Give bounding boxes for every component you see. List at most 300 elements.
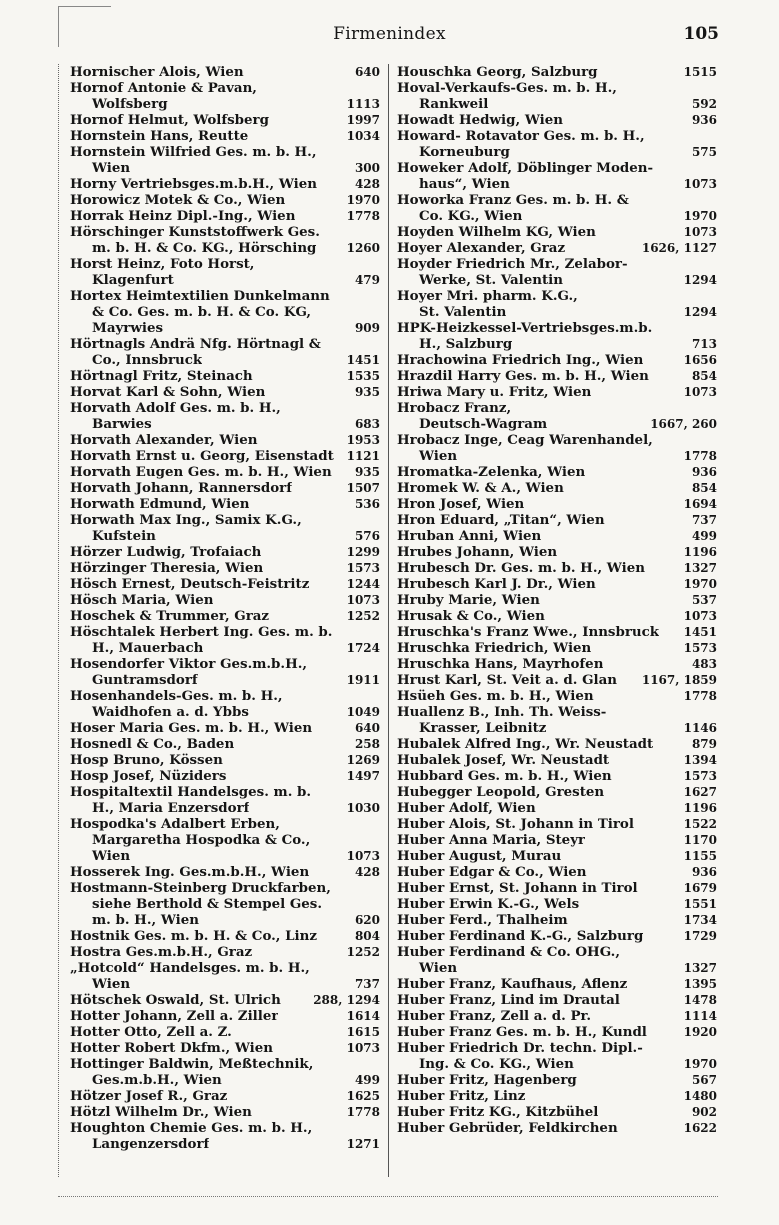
index-entry xyxy=(70,656,380,672)
entry-name: Hron Josef, Wien xyxy=(397,496,525,512)
entry-page-ref: 1970 xyxy=(683,1057,717,1071)
entry-name: Howard- Rotavator Ges. m. b. H., xyxy=(397,128,645,144)
index-entry xyxy=(397,368,717,384)
index-entry xyxy=(397,496,717,512)
entry-page-ref: 1497 xyxy=(346,769,380,783)
entry-name: Hrobacz Inge, Ceag Warenhandel, xyxy=(397,432,653,448)
entry-page-ref: 1252 xyxy=(346,945,380,959)
index-entry xyxy=(397,464,717,480)
entry-name: Hornstein Wilfried Ges. m. b. H., xyxy=(70,144,317,160)
entry-page-ref xyxy=(713,1040,717,1056)
entry-page-ref: 1073 xyxy=(346,849,380,863)
entry-name: Hötschek Oswald, St. Ulrich xyxy=(70,992,281,1008)
index-entry xyxy=(397,704,717,720)
entry-name: Horwath Max Ing., Samix K.G., xyxy=(70,512,302,528)
entry-page-ref: 1073 xyxy=(683,225,717,239)
entry-name: Hromatka-Zelenka, Wien xyxy=(397,464,586,480)
entry-page-ref: 620 xyxy=(354,913,380,927)
index-entry xyxy=(397,352,717,368)
entry-name: Huber Alois, St. Johann in Tirol xyxy=(397,816,634,832)
entry-page-ref xyxy=(376,896,380,912)
entry-name: Hoyer Mri. pharm. K.G., xyxy=(397,288,578,304)
index-entry xyxy=(70,1088,380,1104)
entry-page-ref xyxy=(376,832,380,848)
entry-name: Hosnedl & Co., Baden xyxy=(70,736,235,752)
entry-name: Korneuburg xyxy=(419,144,510,160)
entry-name: Huber Ferd., Thalheim xyxy=(397,912,568,928)
entry-name: „Hotcold“ Handelsges. m. b. H., xyxy=(70,960,310,976)
entry-page-ref: 300 xyxy=(354,161,380,175)
entry-name: Mayrwies xyxy=(92,320,164,336)
index-entry xyxy=(70,1072,380,1088)
index-entry xyxy=(397,688,717,704)
entry-name: Hrachowina Friedrich Ing., Wien xyxy=(397,352,644,368)
entry-page-ref: 1271 xyxy=(346,1137,380,1151)
index-entry xyxy=(397,656,717,672)
index-entry xyxy=(70,512,380,528)
entry-name: Wien xyxy=(92,160,131,176)
index-entry xyxy=(70,480,380,496)
entry-page-ref xyxy=(713,288,717,304)
index-entry xyxy=(397,128,717,144)
index-entry xyxy=(397,560,717,576)
entry-name: Huber Fritz, Hagenberg xyxy=(397,1072,577,1088)
entry-name: Houschka Georg, Salzburg xyxy=(397,64,598,80)
index-entry xyxy=(397,816,717,832)
index-entry xyxy=(397,80,717,96)
entry-page-ref: 1170 xyxy=(683,833,717,847)
entry-name: Hruban Anni, Wien xyxy=(397,528,542,544)
entry-page-ref: 428 xyxy=(354,177,380,191)
index-entry xyxy=(70,672,380,688)
index-entry xyxy=(397,848,717,864)
index-entry xyxy=(397,176,717,192)
entry-page-ref: 567 xyxy=(691,1073,717,1087)
entry-page-ref: 1729 xyxy=(683,929,717,943)
index-entry xyxy=(70,944,380,960)
index-entry xyxy=(70,576,380,592)
entry-name: Huallenz B., Inh. Th. Weiss- xyxy=(397,704,607,720)
index-entry xyxy=(70,160,380,176)
entry-name: Hsüeh Ges. m. b. H., Wien xyxy=(397,688,594,704)
index-column-right xyxy=(397,64,717,1136)
index-entry xyxy=(70,1120,380,1136)
index-entry xyxy=(70,912,380,928)
index-entry xyxy=(70,848,380,864)
entry-page-ref: 592 xyxy=(691,97,717,111)
entry-name: Hörschinger Kunststoffwerk Ges. xyxy=(70,224,320,240)
entry-page-ref: 1478 xyxy=(683,993,717,1007)
entry-page-ref: 640 xyxy=(354,721,380,735)
index-entry xyxy=(70,384,380,400)
entry-name: Hubalek Alfred Ing., Wr. Neustadt xyxy=(397,736,654,752)
entry-name: Huber Adolf, Wien xyxy=(397,800,536,816)
entry-page-ref: 1049 xyxy=(346,705,380,719)
entry-page-ref xyxy=(376,816,380,832)
index-entry xyxy=(70,784,380,800)
entry-page-ref: 935 xyxy=(354,385,380,399)
index-entry xyxy=(397,288,717,304)
entry-page-ref: 1146 xyxy=(683,721,717,735)
entry-name: Höschtalek Herbert Ing. Ges. m. b. xyxy=(70,624,333,640)
index-entry xyxy=(70,400,380,416)
page-title: Firmenindex xyxy=(333,24,446,44)
entry-page-ref: 1167, 1859 xyxy=(641,673,717,687)
index-entry xyxy=(397,1040,717,1056)
entry-name: Hoschek & Trummer, Graz xyxy=(70,608,270,624)
index-entry xyxy=(70,112,380,128)
index-entry xyxy=(70,1008,380,1024)
entry-page-ref: 854 xyxy=(691,481,717,495)
index-entry xyxy=(70,128,380,144)
entry-name: Huber Fritz KG., Kitzbühel xyxy=(397,1104,599,1120)
entry-page-ref: 1269 xyxy=(346,753,380,767)
entry-page-ref: 909 xyxy=(354,321,380,335)
index-entry xyxy=(70,800,380,816)
entry-name: Hosendorfer Viktor Ges.m.b.H., xyxy=(70,656,308,672)
entry-name: Huber Franz, Lind im Drautal xyxy=(397,992,620,1008)
entry-name: Hosserek Ing. Ges.m.b.H., Wien xyxy=(70,864,310,880)
entry-name: Margaretha Hospodka & Co., xyxy=(92,832,311,848)
index-entry xyxy=(397,416,717,432)
entry-name: Huber Gebrüder, Feldkirchen xyxy=(397,1120,618,1136)
entry-page-ref xyxy=(376,784,380,800)
entry-page-ref: 640 xyxy=(354,65,380,79)
entry-name: Howadt Hedwig, Wien xyxy=(397,112,563,128)
entry-page-ref: 1260 xyxy=(346,241,380,255)
entry-name: Kufstein xyxy=(92,528,156,544)
entry-page-ref xyxy=(376,304,380,320)
entry-name: Hötzl Wilhelm Dr., Wien xyxy=(70,1104,252,1120)
entry-page-ref: 1515 xyxy=(683,65,717,79)
entry-name: Huber Edgar & Co., Wien xyxy=(397,864,587,880)
entry-page-ref: 935 xyxy=(354,465,380,479)
index-entry xyxy=(397,1024,717,1040)
entry-page-ref: 536 xyxy=(354,497,380,511)
entry-page-ref: 479 xyxy=(354,273,380,287)
index-entry xyxy=(397,400,717,416)
entry-page-ref: 936 xyxy=(691,113,717,127)
entry-page-ref: 1778 xyxy=(346,1105,380,1119)
entry-name: Ges.m.b.H., Wien xyxy=(92,1072,222,1088)
entry-page-ref xyxy=(713,432,717,448)
entry-name: Hornof Helmut, Wolfsberg xyxy=(70,112,269,128)
index-entry xyxy=(70,416,380,432)
entry-name: Co. KG., Wien xyxy=(419,208,523,224)
index-entry xyxy=(70,464,380,480)
entry-page-ref xyxy=(713,944,717,960)
entry-name: Hruby Marie, Wien xyxy=(397,592,540,608)
entry-page-ref: 1395 xyxy=(683,977,717,991)
entry-name: Huber August, Murau xyxy=(397,848,562,864)
entry-page-ref: 1114 xyxy=(683,1009,717,1023)
index-column-left xyxy=(70,64,380,1152)
entry-name: H., Salzburg xyxy=(419,336,513,352)
index-entry xyxy=(397,608,717,624)
index-entry xyxy=(397,224,717,240)
index-entry xyxy=(70,448,380,464)
index-entry xyxy=(397,720,717,736)
entry-page-ref: 1451 xyxy=(346,353,380,367)
entry-name: Hrubesch Dr. Ges. m. b. H., Wien xyxy=(397,560,645,576)
page-number: 105 xyxy=(683,24,719,44)
entry-name: & Co. Ges. m. b. H. & Co. KG, xyxy=(92,304,312,320)
entry-name: Hostnik Ges. m. b. H. & Co., Linz xyxy=(70,928,317,944)
entry-page-ref: 1970 xyxy=(346,193,380,207)
entry-name: Horvat Karl & Sohn, Wien xyxy=(70,384,266,400)
entry-name: Hörtnagls Andrä Nfg. Hörtnagl & xyxy=(70,336,321,352)
index-entry xyxy=(397,976,717,992)
entry-name: Hron Eduard, „Titan“, Wien xyxy=(397,512,605,528)
entry-name: Deutsch-Wagram xyxy=(419,416,548,432)
entry-name: Hornof Antonie & Pavan, xyxy=(70,80,257,96)
entry-name: Hotter Johann, Zell a. Ziller xyxy=(70,1008,279,1024)
entry-page-ref: 1196 xyxy=(683,801,717,815)
index-entry xyxy=(70,544,380,560)
index-entry xyxy=(70,96,380,112)
entry-page-ref xyxy=(376,256,380,272)
index-entry xyxy=(70,1056,380,1072)
entry-name: Hörzer Ludwig, Trofaiach xyxy=(70,544,262,560)
index-entry xyxy=(397,1104,717,1120)
entry-name: Hörtnagl Fritz, Steinach xyxy=(70,368,253,384)
entry-name: Hortex Heimtextilien Dunkelmann xyxy=(70,288,330,304)
entry-page-ref: 1073 xyxy=(683,609,717,623)
entry-page-ref: 1073 xyxy=(683,177,717,191)
entry-page-ref: 902 xyxy=(691,1105,717,1119)
index-entry xyxy=(70,304,380,320)
index-entry xyxy=(397,144,717,160)
entry-page-ref xyxy=(376,624,380,640)
entry-page-ref: 1997 xyxy=(346,113,380,127)
index-entry xyxy=(397,384,717,400)
entry-name: Hotter Otto, Zell a. Z. xyxy=(70,1024,232,1040)
index-entry xyxy=(70,1040,380,1056)
column-divider xyxy=(388,64,389,1177)
entry-page-ref: 1778 xyxy=(683,449,717,463)
entry-page-ref: 737 xyxy=(354,977,380,991)
index-entry xyxy=(397,928,717,944)
entry-page-ref xyxy=(376,880,380,896)
index-entry xyxy=(70,368,380,384)
entry-name: Wien xyxy=(419,448,458,464)
entry-name: Hösch Ernest, Deutsch-Feistritz xyxy=(70,576,310,592)
index-entry xyxy=(397,592,717,608)
index-entry xyxy=(397,528,717,544)
entry-name: haus“, Wien xyxy=(419,176,510,192)
entry-name: Hoval-Verkaufs-Ges. m. b. H., xyxy=(397,80,617,96)
entry-page-ref: 1252 xyxy=(346,609,380,623)
entry-page-ref xyxy=(376,80,380,96)
entry-name: Horvath Eugen Ges. m. b. H., Wien xyxy=(70,464,332,480)
entry-name: Hrazdil Harry Ges. m. b. H., Wien xyxy=(397,368,649,384)
entry-name: Hosenhandels-Ges. m. b. H., xyxy=(70,688,283,704)
entry-page-ref: 499 xyxy=(691,529,717,543)
index-entry xyxy=(70,320,380,336)
index-entry xyxy=(397,544,717,560)
entry-name: Hospodka's Adalbert Erben, xyxy=(70,816,280,832)
entry-page-ref: 1196 xyxy=(683,545,717,559)
entry-page-ref: 576 xyxy=(354,529,380,543)
entry-name: Huber Franz, Kaufhaus, Aflenz xyxy=(397,976,628,992)
entry-name: Hrobacz Franz, xyxy=(397,400,512,416)
entry-page-ref: 713 xyxy=(691,337,717,351)
entry-name: Guntramsdorf xyxy=(92,672,198,688)
index-entry xyxy=(397,1088,717,1104)
index-entry xyxy=(397,480,717,496)
entry-page-ref xyxy=(376,1120,380,1136)
entry-page-ref: 737 xyxy=(691,513,717,527)
entry-page-ref: 258 xyxy=(354,737,380,751)
entry-name: Houghton Chemie Ges. m. b. H., xyxy=(70,1120,313,1136)
index-entry xyxy=(70,592,380,608)
entry-page-ref: 1030 xyxy=(346,801,380,815)
index-entry xyxy=(397,912,717,928)
index-entry xyxy=(70,176,380,192)
index-entry xyxy=(397,336,717,352)
entry-name: Huber Erwin K.-G., Wels xyxy=(397,896,580,912)
entry-page-ref: 1626, 1127 xyxy=(641,241,717,255)
entry-name: Horst Heinz, Foto Horst, xyxy=(70,256,255,272)
index-entry xyxy=(70,608,380,624)
entry-page-ref: 1480 xyxy=(683,1089,717,1103)
index-entry xyxy=(397,1056,717,1072)
index-entry xyxy=(70,976,380,992)
bottom-rule xyxy=(58,1196,718,1198)
index-entry xyxy=(397,112,717,128)
entry-page-ref: 1953 xyxy=(346,433,380,447)
entry-page-ref: 1551 xyxy=(683,897,717,911)
index-entry xyxy=(70,1024,380,1040)
entry-name: Hornstein Hans, Reutte xyxy=(70,128,249,144)
index-entry xyxy=(70,272,380,288)
entry-name: siehe Berthold & Stempel Ges. xyxy=(92,896,323,912)
entry-name: Hrubesch Karl J. Dr., Wien xyxy=(397,576,596,592)
entry-page-ref: 428 xyxy=(354,865,380,879)
entry-page-ref xyxy=(376,688,380,704)
entry-page-ref: 1121 xyxy=(346,449,380,463)
entry-page-ref: 1615 xyxy=(346,1025,380,1039)
index-entry xyxy=(70,832,380,848)
entry-name: Wien xyxy=(92,848,131,864)
index-entry xyxy=(70,1136,380,1152)
entry-page-ref: 288, 1294 xyxy=(313,993,380,1007)
index-entry xyxy=(70,528,380,544)
index-entry xyxy=(397,240,717,256)
entry-name: Langenzersdorf xyxy=(92,1136,210,1152)
index-entry xyxy=(70,992,380,1008)
index-entry xyxy=(70,432,380,448)
entry-name: Werke, St. Valentin xyxy=(419,272,564,288)
entry-name: Huber Friedrich Dr. techn. Dipl.- xyxy=(397,1040,643,1056)
index-entry xyxy=(397,272,717,288)
index-entry xyxy=(70,80,380,96)
index-entry xyxy=(70,208,380,224)
index-entry xyxy=(70,736,380,752)
entry-page-ref: 1627 xyxy=(683,785,717,799)
index-entry xyxy=(397,96,717,112)
entry-page-ref: 1073 xyxy=(346,593,380,607)
entry-name: Hubegger Leopold, Gresten xyxy=(397,784,605,800)
index-entry xyxy=(397,304,717,320)
index-entry xyxy=(70,240,380,256)
index-entry xyxy=(397,784,717,800)
index-entry xyxy=(70,1104,380,1120)
index-entry xyxy=(397,256,717,272)
index-entry xyxy=(397,752,717,768)
entry-name: Hrubes Johann, Wien xyxy=(397,544,558,560)
entry-name: H., Maria Enzersdorf xyxy=(92,800,250,816)
entry-name: Hruschka's Franz Wwe., Innsbruck xyxy=(397,624,660,640)
entry-name: Hörzinger Theresia, Wien xyxy=(70,560,264,576)
entry-name: Hoyden Wilhelm KG, Wien xyxy=(397,224,596,240)
entry-name: Hosp Josef, Nüziders xyxy=(70,768,227,784)
entry-page-ref xyxy=(713,320,717,336)
entry-name: Horowicz Motek & Co., Wien xyxy=(70,192,286,208)
entry-page-ref: 537 xyxy=(691,593,717,607)
entry-name: Huber Franz, Zell a. d. Pr. xyxy=(397,1008,592,1024)
entry-page-ref: 1155 xyxy=(683,849,717,863)
index-entry xyxy=(397,672,717,688)
entry-page-ref xyxy=(376,336,380,352)
entry-page-ref: 1920 xyxy=(683,1025,717,1039)
entry-page-ref xyxy=(713,128,717,144)
index-entry xyxy=(70,496,380,512)
entry-name: Ing. & Co. KG., Wien xyxy=(419,1056,574,1072)
entry-page-ref: 1573 xyxy=(683,641,717,655)
index-entry xyxy=(397,160,717,176)
index-entry xyxy=(397,736,717,752)
entry-page-ref: 483 xyxy=(691,657,717,671)
entry-name: Hosp Bruno, Kössen xyxy=(70,752,223,768)
entry-page-ref: 1299 xyxy=(346,545,380,559)
entry-name: Huber Ferdinand K.-G., Salzburg xyxy=(397,928,644,944)
index-entry xyxy=(70,256,380,272)
entry-name: Hostra Ges.m.b.H., Graz xyxy=(70,944,253,960)
index-entry xyxy=(397,1008,717,1024)
entry-name: Huber Anna Maria, Steyr xyxy=(397,832,586,848)
entry-page-ref: 575 xyxy=(691,145,717,159)
index-entry xyxy=(397,512,717,528)
entry-name: Horny Vertriebsges.m.b.H., Wien xyxy=(70,176,318,192)
entry-page-ref xyxy=(376,512,380,528)
entry-page-ref xyxy=(713,160,717,176)
index-entry xyxy=(70,688,380,704)
entry-page-ref: 936 xyxy=(691,865,717,879)
index-entry xyxy=(397,880,717,896)
entry-page-ref xyxy=(713,80,717,96)
index-entry xyxy=(397,64,717,80)
entry-name: Hospitaltextil Handelsges. m. b. xyxy=(70,784,312,800)
index-entry xyxy=(70,64,380,80)
index-entry xyxy=(70,816,380,832)
index-entry xyxy=(70,560,380,576)
entry-name: Hottinger Baldwin, Meßtechnik, xyxy=(70,1056,314,1072)
entry-name: Huber Ernst, St. Johann in Tirol xyxy=(397,880,638,896)
entry-page-ref xyxy=(713,256,717,272)
left-margin-rule xyxy=(58,64,60,1177)
entry-name: Horrak Heinz Dipl.-Ing., Wien xyxy=(70,208,296,224)
index-entry xyxy=(397,944,717,960)
index-entry xyxy=(70,864,380,880)
entry-page-ref: 683 xyxy=(354,417,380,431)
entry-page-ref xyxy=(376,144,380,160)
entry-page-ref: 499 xyxy=(354,1073,380,1087)
entry-name: Waidhofen a. d. Ybbs xyxy=(92,704,249,720)
entry-name: Hrusak & Co., Wien xyxy=(397,608,545,624)
index-entry xyxy=(397,576,717,592)
entry-name: Howorka Franz Ges. m. b. H. & xyxy=(397,192,629,208)
